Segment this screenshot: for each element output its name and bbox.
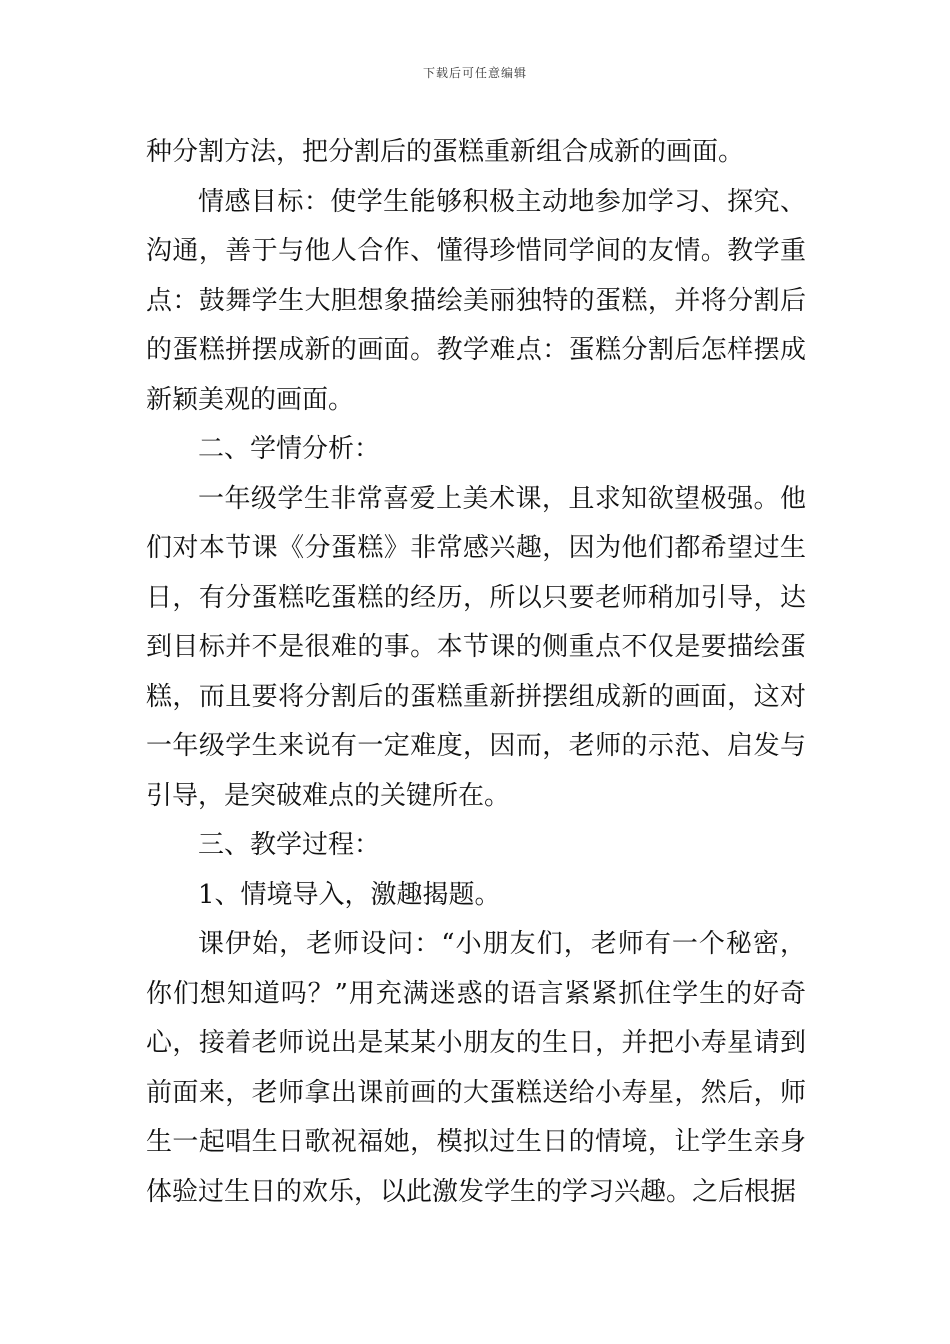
paragraph-5: 三、教学过程： xyxy=(198,830,381,860)
page-header: 下载后可任意编辑 xyxy=(422,66,527,80)
document-body xyxy=(146,128,806,1217)
paragraph-6: 1、情境导入，激趣揭题。 xyxy=(198,879,501,910)
paragraph-7: 课伊始，老师设问：“小朋友们，老师有一个秘密，你们想知道吗？”用充满迷惑的语言紧紧抓住学生的好奇心，接着老师说出是某某小朋友的生日，并把小寿星请到前面来，老师拿出课前画的大蛋糕送给小寿星，然后，师生一起唱生日歌祝福她，模拟过生日的情境，让学生亲身体验过生日的欢乐，以此激发学生的学习兴趣。之后根据 xyxy=(146,929,806,1207)
paragraph-4: 一年级学生非常喜爱上美术课，且求知欲望极强。他们对本节课《分蛋糕》非常感兴趣，因为他们都希望过生日，有分蛋糕吃蛋糕的经历，所以只要老师稍加引导，达到目标并不是很难的事。本节课的侧重点不仅是要描绘蛋糕，而且要将分割后的蛋糕重新拼摆组成新的画面，这对一年级学生来说有一定难度，因而，老师的示范、启发与引导，是突破难点的关键所在。 xyxy=(146,483,806,811)
paragraph-3: 二、学情分析： xyxy=(198,434,381,464)
paragraph-2: 情感目标：使学生能够积极主动地参加学习、探究、沟通，善于与他人合作、懂得珍惜同学间的友情。教学重点：鼓舞学生大胆想象描绘美丽独特的蛋糕，并将分割后的蛋糕拼摆成新的画面。教学难点：蛋糕分割后怎样摆成新颖美观的画面。 xyxy=(146,186,806,415)
paragraph-1: 种分割方法，把分割后的蛋糕重新组合成新的画面。 xyxy=(146,137,745,167)
